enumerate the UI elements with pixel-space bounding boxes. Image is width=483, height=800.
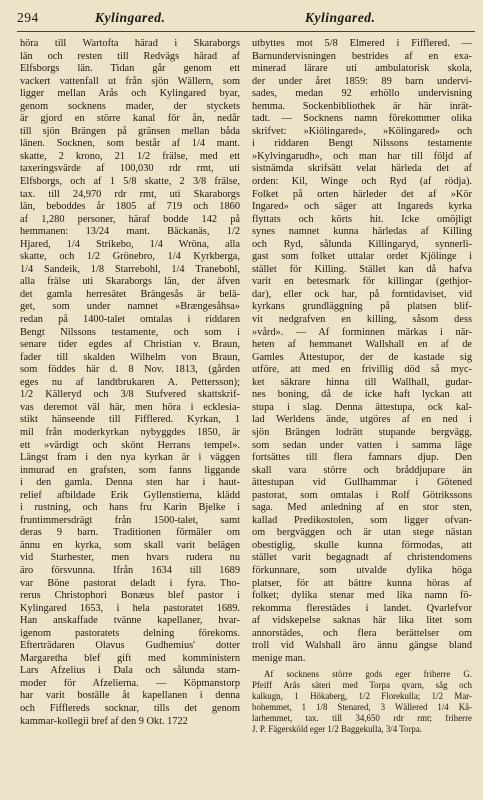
footnote-line: kalkugn, 1 Hökaberg, 1/2 Florekulla; 1/2 Mar- [252, 691, 472, 702]
text-line: rekomma flerestädes i landet. Qvarlefvor [252, 602, 472, 614]
text-line: lad Werldens ände, utgöres af en ned i [252, 414, 472, 426]
text-line: relief afbildade Erik Gyllenstierna, klädd [20, 489, 240, 501]
text-line: Efterträdaren Olavus Gudhemius' dotter [20, 640, 240, 652]
text-line: utbyttes mot 5/8 Elmered i Fifflered. — [252, 38, 472, 49]
text-line: är gjord en större kanal för ån, nedår [20, 113, 240, 125]
text-line: Elfsborgs län. Tidan går genom ett [20, 63, 240, 75]
text-line: der under året 1859: 89 barn undervi- [252, 75, 472, 87]
text-line: som sedan under vatten i samma läge [252, 439, 472, 451]
footnote-line: larhemmet, tax. till 34,650 rdr rmt; friherre [252, 713, 472, 724]
text-line: taxeringsvärde af 100,030 rdr rmt, uti [20, 163, 240, 175]
text-line: Han anskaffade tvänne kapellaner, hvar- [20, 615, 240, 627]
text-line: äro försvunna. Ifrån 1634 till 1689 [20, 564, 240, 576]
text-line: som föddes här d. 8 Nov. 1813, (gården [20, 364, 240, 376]
text-line: »vård». — Af forminnen märkas i när- [252, 326, 472, 338]
text-line: tax. till 24,970 rdr rmt, uti Skaraborgs [20, 188, 240, 200]
text-line: länen. Socknen, som består af 1/4 mant. [20, 138, 240, 150]
text-line: hemma. Sockenbibliothek är här inrät- [252, 100, 472, 112]
text-line: deras 9 barn. Traditionen förmäler om [20, 527, 240, 539]
footnote-line: Af socknens större gods eger friherre G. [264, 669, 472, 680]
text-line: »Kylvingarudh», och man har till följd af [252, 150, 472, 162]
text-line: ättestupan vid Gullhammar i Götened [252, 477, 472, 489]
text-line: län, beboddes år 1805 af 719 och 1860 [20, 201, 240, 213]
text-line: skrifvet: »Kiölingared», »Kölingared» och [252, 125, 472, 137]
text-line: fader till skalden Wilhelm von Braun, [20, 351, 240, 363]
text-line: vackert vattenfall ut från sjön Wällern, som [20, 75, 240, 87]
text-line: af vidskepelse saknas här lika litet som [252, 615, 472, 627]
text-line: till sjön Brängen på gränsen mellan båda [20, 125, 240, 137]
text-line: orden: Kil, Winge och Ryd (af rödja). [252, 176, 472, 188]
text-line: heten af hemmanet Wallshall en af de [252, 339, 472, 351]
text-line: sades, medan 92 erhöllo undervisning [252, 88, 472, 100]
text-line: Elfsborgs, och af 1 5/8 skatte, 2 3/8 frälse, [20, 176, 240, 188]
text-line: Kylingared 1653, i hela pastoratet 1689. [20, 602, 240, 614]
text-line: det gamla herresätet Brängesås är belä- [20, 288, 240, 300]
text-line: Längst fram i den nya kyrkan är i väggen [20, 452, 240, 464]
text-line: ket säkrare hinna till Wallhall, gudar- [252, 376, 472, 388]
text-line: genom socknens mader, der styckets [20, 100, 240, 112]
text-line: i den gamla. Denna sten har i haut- [20, 477, 240, 489]
text-line: i riddaren Bengt Nilssons testamente [252, 138, 472, 150]
text-line: saga. Med anledning af en stor sten, [252, 502, 472, 514]
text-line: har varit boställe åt kapellanen i denna [20, 690, 240, 702]
text-line: var Böne pastorat deladt i fyra. Tho- [20, 577, 240, 589]
text-line: obestiglig, skulle kunna förmodas, att [252, 539, 472, 551]
header-rule [17, 31, 475, 32]
text-line: Lars Afzelius i Dala och sålunda stam- [20, 665, 240, 677]
text-line: pastorat, som omtalas i Rolf Götrikssons [252, 489, 472, 501]
text-line: Ingared» och säger att Ingareds kyrka [252, 201, 472, 213]
text-line: Gamles Ättestupor, der de kastade sig [252, 351, 472, 363]
text-line: stället varit begagnadt af christendomens [252, 552, 472, 564]
text-line: höra till Wartofta härad i Skaraborgs [20, 38, 240, 49]
text-line: ännu en kyrka, som skall varit belägen [20, 539, 240, 551]
footnote-line: J. P. Fägersköld eger 1/2 Baggekulla, 3/4 Torpa. [252, 724, 423, 735]
right-column [252, 38, 472, 735]
footnote-line: bohemmet, 1 1/8 Stenared, 3 Wällered 1/4 Kå- [252, 702, 472, 713]
text-line: mil från moderkyrkan nybyggdes 1850, är [20, 426, 240, 438]
text-line: skatte, 2 krono, 21 1/2 frälse, med ett [20, 150, 240, 162]
text-line: fortsättes till flera famnars djup. Den [252, 452, 472, 464]
text-line: sjön Brängen lodrätt stupande bergvägg, [252, 426, 472, 438]
footnote [252, 669, 472, 735]
text-line: af 1,280 personer, häraf bodde 142 på [20, 213, 240, 225]
text-line: ett »värdigt och skönt Herrans tempel». [20, 439, 240, 451]
text-line: redan på 1400-talet omtalas i riddaren [20, 314, 240, 326]
text-line: utföre, att med en frivillig död så myc- [252, 364, 472, 376]
text-line: folket; dylika stenar med lika namn fö- [252, 590, 472, 602]
footnote-line: Pfeiff Arås säteri med Torpa qvarn, såg och [252, 680, 472, 691]
text-line: troll vid Walshall äro ännu gängse bland [252, 640, 472, 652]
text-line: igenom pastoratets delning förekoms. [20, 627, 240, 639]
text-line: Folket på orten härleder det af »Kör [252, 188, 472, 200]
text-line: vid Starhester, men hvars rudera nu [20, 552, 240, 564]
text-line: och Ryd, sålunda Killingaryd, synnerli- [252, 238, 472, 250]
text-line: kyrkans grundläggning på platsen blif- [252, 301, 472, 313]
text-line: varit en betesmark för killingar (gethjor- [252, 276, 472, 288]
page-number: 294 [17, 10, 39, 25]
text-line: ligger mellan Arås och Kylingared byar, [20, 88, 240, 100]
text-line: stupa i slag. Denna ättestupa, ock kal- [252, 401, 472, 413]
text-line: sistnämda skrifsätt velat härleda det af [252, 163, 472, 175]
text-line: hemmanen: 13/24 mant. Bäckanäs, 1/2 [20, 226, 240, 238]
text-line: i rustning, och hans fru Karin Bjelke i [20, 502, 240, 514]
text-line: Bengt Nilssons testamente, och som i [20, 326, 240, 338]
text-line: nes boning, då de icke haft lyckan att [252, 389, 472, 401]
page-header [0, 10, 483, 28]
running-head-left: Kylingared. [95, 10, 166, 25]
text-line: inmurad en grafsten, som fanns liggande [20, 464, 240, 476]
text-line: förkunnare, som utvalde dylika höga [252, 564, 472, 576]
text-line: menige man. [252, 652, 306, 664]
text-line: Margaretha blef gift med komministern [20, 652, 240, 664]
text-line: skatte, och 1/2 Grönebro, 1/4 Kyrkberga, [20, 251, 240, 263]
text-line: om bergväggen och är utan stege nästan [252, 527, 472, 539]
text-line: 1/2 Källeryd och 3/8 Stufvered skattskrif- [20, 389, 240, 401]
text-line: flyttats och körts hit. Icke omöjligt [252, 213, 472, 225]
running-head-right: Kylingared. [305, 10, 376, 25]
text-line: platser, för att bättre kunna höras af [252, 577, 472, 589]
text-line: rerus Christophori Bonæus blef pastor i [20, 590, 240, 602]
text-line: synes namnet kunna härledas af Killing [252, 226, 472, 238]
text-line: skall vara större och bråddjupare än [252, 464, 472, 476]
text-line: kallad Predikostolen, som ligger ofvan- [252, 514, 472, 526]
text-line: stikt hänseende till Fifflered. Kyrkan, 1 [20, 414, 240, 426]
text-line: Hjared, 1/4 Strikebo, 1/4 Wröna, alla [20, 238, 240, 250]
text-line: minerad lärare uti ambulatorisk skola, [252, 63, 472, 75]
text-line: län och resten till Redvägs härad af [20, 50, 240, 62]
text-line: dar), eller ock har, på forntidaviset, vid [252, 288, 472, 300]
text-line: och Fifflereds socknar, tills det genom [20, 702, 240, 714]
text-line: stället för Killing. Stället kan då hafva [252, 263, 472, 275]
text-line: gast som folket uttalar ordet Kjölinge i [252, 251, 472, 263]
text-line: annorstädes, och flera berättelser om [252, 627, 472, 639]
text-line: tadt. — Socknens namn förekommer olika [252, 113, 472, 125]
text-line: vas deremot väl här, men höra i ecklesia- [20, 401, 240, 413]
text-line: eges nu af landtbrukaren A. Pettersson); [20, 376, 240, 388]
text-line: get, som under namnet »Brængesåhsa» [20, 301, 240, 313]
left-column [20, 38, 240, 728]
text-line: moder för Afzelierna. — Köpmanstorp [20, 677, 240, 689]
text-line: senare tider egdes af Christian v. Braun, [20, 339, 240, 351]
text-line: Barnundervisningen bestrides af en exa- [252, 50, 472, 62]
text-line: fruntimmersdrägt från 1500-talet, samt [20, 514, 240, 526]
text-line: 1/4 Sandeik, 1/8 Starrebohl, 1/4 Tranebohl, [20, 263, 240, 275]
text-line: kammar-kollegii bref af den 9 Okt. 1722 [20, 715, 188, 727]
text-line: vit nedgrafven en killing, såsom dess [252, 314, 472, 326]
text-line: alla frälse uti Skaraborgs län, der äfven [20, 276, 240, 288]
